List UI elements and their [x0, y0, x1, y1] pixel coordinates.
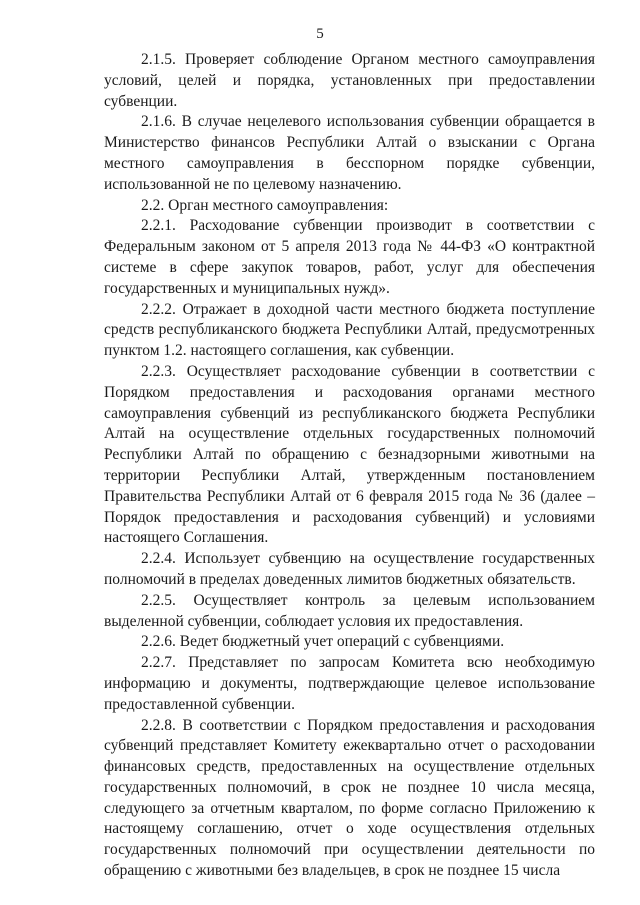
paragraph-2-2-1: 2.2.1. Расходование субвенции производит в соответствии с Федеральным законом от 5 апреля 2013 года № 44-ФЗ «О контрактной системе в сфере закупок товаров, работ, услуг для обеспечения государственных и муниципальных нужд». — [104, 217, 595, 297]
paragraph-2-2-5: 2.2.5. Осуществляет контроль за целевым использованием выделенной субвенции, соблюдает условия их предоставления. — [104, 591, 595, 630]
page-number: 5 — [316, 26, 324, 42]
paragraph-2-2-3: 2.2.3. Осуществляет расходование субвенции в соответствии с Порядком предоставления и расходования органами местного самоуправления субвенций из республиканского бюджета Республики Алтай на осуществление отдельных государственных полномочий Республики Алтай по обращению с безнадзорными животными на территории Республики Алтай, утвержденным постановлением Правительства Республики Алтай от 6 февраля 2015 года № 36 (далее – Порядок предоставления и расходования субвенций) и условиями настоящего Соглашения. — [104, 362, 595, 547]
document-body — [104, 50, 595, 882]
paragraph-2-2-6: 2.2.6. Ведет бюджетный учет операций с субвенциями. — [141, 633, 505, 651]
paragraph-2-1-5: 2.1.5. Проверяет соблюдение Органом местного самоуправления условий, целей и порядка, установленных при предоставлении субвенции. — [104, 51, 595, 110]
paragraph-2-2-4: 2.2.4. Использует субвенцию на осуществление государственных полномочий в пределах доведенных лимитов бюджетных обязательств. — [104, 550, 595, 588]
paragraph-2-1-6: 2.1.6. В случае нецелевого использования субвенции обращается в Министерство финансов Республики Алтай о взыскании с Органа местного самоуправления в бесспорном порядке субвенции, использованной не по целевому назначению. — [104, 113, 595, 193]
paragraph-2-2-7: 2.2.7. Представляет по запросам Комитета всю необходимую информацию и документы, подтверждающие целевое использование предоставленной субвенции. — [104, 654, 595, 713]
section-heading-2-2: 2.2. Орган местного самоуправления: — [141, 196, 389, 214]
paragraph-2-2-8: 2.2.8. В соответствии с Порядком предоставления и расходования субвенций представляет Комитету ежеквартально отчет о расходовании финансовых средств, предоставленных на осуществление отдельных государственных полномочий, в срок не позднее 10 числа месяца, следующего за отчетным кварталом, по форме согласно Приложению к настоящему соглашению, отчет о ходе осуществления отдельных государственных полномочий при осуществлении деятельности по обращению с животными без владельцев, в срок не позднее 15 числа — [104, 716, 595, 880]
paragraph-2-2-2: 2.2.2. Отражает в доходной части местного бюджета поступление средств республиканского бюджета Республики Алтай, предусмотренных пунктом 1.2. настоящего соглашения, как субвенции. — [104, 300, 595, 360]
